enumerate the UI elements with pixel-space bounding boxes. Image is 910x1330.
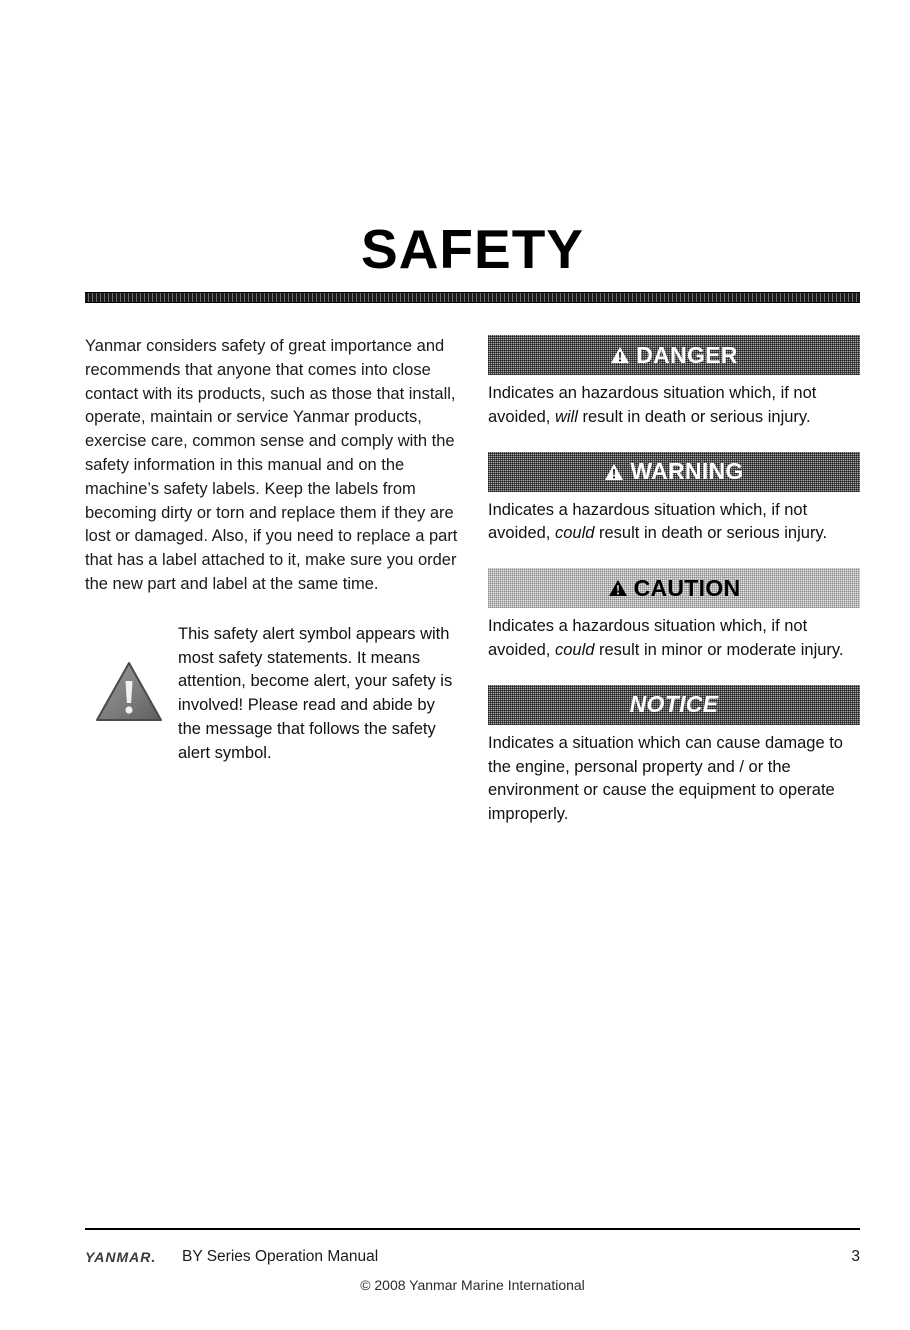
signal-banner-caution (488, 568, 860, 608)
signal-banner-danger (488, 335, 860, 375)
safety-alert-symbol-text: This safety alert symbol appears with most safety statements. It means attention, become alert, your safety is involved! Please read and abide by the message that follows the safety alert symbol. (178, 624, 453, 762)
danger-body-suffix: result in death or serious injury. (577, 407, 811, 426)
alert-triangle-icon (604, 463, 624, 481)
footer-copyright: © 2008 Yanmar Marine International (360, 1277, 585, 1293)
footer-manual-title: BY Series Operation Manual (182, 1248, 379, 1265)
signal-banner-warning (488, 452, 860, 492)
yanmar-logo: YANMAR. (85, 1249, 157, 1265)
safety-alert-triangle-icon (95, 661, 163, 723)
signal-label-caution: CAUTION (633, 574, 741, 601)
signal-body-caution (488, 615, 860, 663)
caution-body-prefix: Indicates a hazardous situation which, if not avoided, (488, 617, 808, 659)
intro-paragraph: Yanmar considers safety of great importance and recommends that anyone that comes into close contact with its products, such as those that install, operate, maintain or service Yanmar products, exercise care, common sense and comply with the safety information in this manual and on the machine’s safety labels. Keep the labels from becoming dirty or torn and replace them if they are lost or damaged. Also, if you need to replace a part that has a label attached to it, make sure you order the new part and label at the same time. (85, 337, 458, 593)
alert-triangle-icon (610, 346, 630, 364)
warning-body-emphasis: could (554, 524, 595, 543)
signal-label-warning: WARNING (630, 458, 744, 485)
caution-body-emphasis: could (554, 640, 595, 659)
signal-body-warning (488, 499, 860, 547)
safety-alert-symbol-block (85, 623, 460, 766)
warning-body-suffix: result in death or serious injury. (594, 524, 828, 543)
title-divider (85, 292, 860, 303)
warning-body-prefix: Indicates a hazardous situation which, if not avoided, (488, 500, 808, 543)
right-column (488, 335, 860, 849)
page-footer (85, 1248, 860, 1268)
signal-body-danger (488, 382, 860, 430)
page-title: SAFETY (361, 218, 584, 280)
alert-triangle-icon (608, 579, 628, 597)
signal-label-notice: NOTICE (629, 691, 719, 718)
danger-body-prefix: Indicates an hazardous situation which, if not avoided, (488, 384, 817, 426)
left-column (85, 335, 460, 766)
footer-divider (85, 1228, 860, 1230)
signal-body-notice: Indicates a situation which can cause damage to the engine, personal property and / or the environment or cause the equipment to operate improperly. (488, 733, 843, 824)
signal-label-danger: DANGER (636, 341, 738, 368)
caution-body-suffix: result in minor or moderate injury. (594, 640, 844, 659)
signal-banner-notice (488, 685, 860, 725)
danger-body-emphasis: will (554, 407, 578, 426)
footer-page-number: 3 (851, 1248, 860, 1265)
